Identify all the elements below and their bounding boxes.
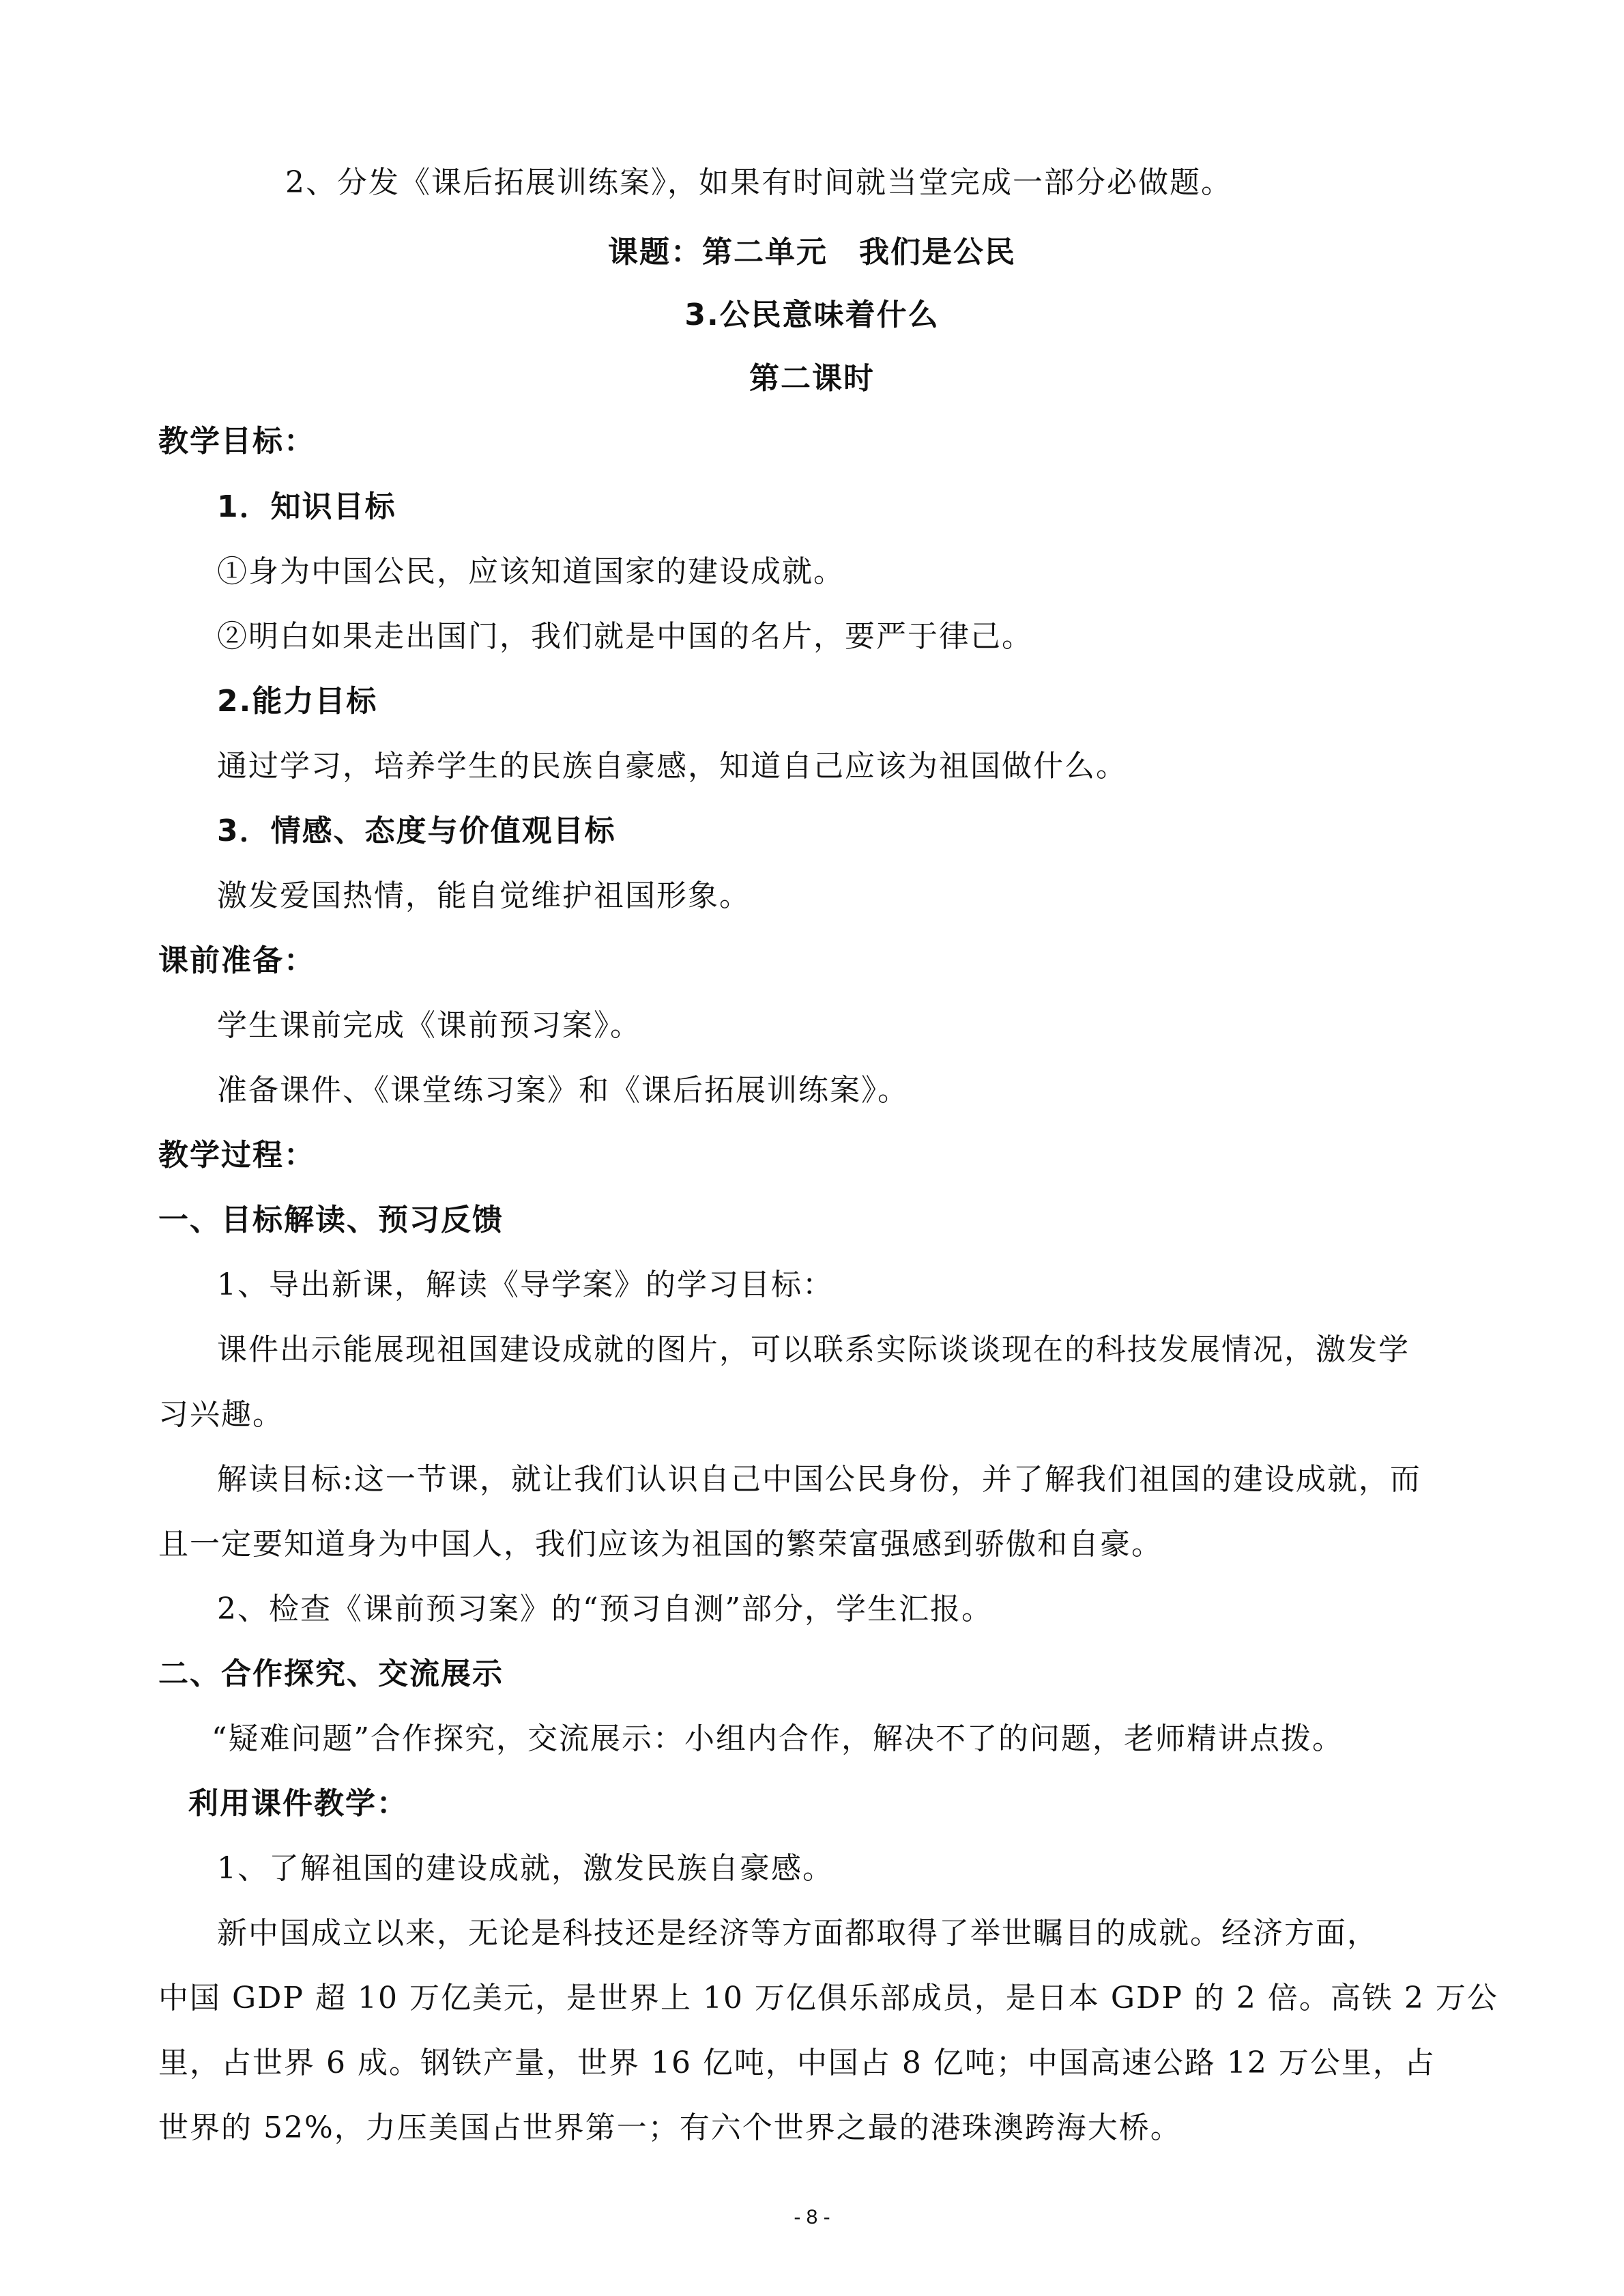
section-heading: 教学目标： [158,424,315,459]
paragraph-line: “疑难问题”合作探究，交流展示：小组内合作，解决不了的问题，老师精讲点拨。 [212,1721,1344,1756]
paragraph-line: 解读目标:这一节课，就让我们认识自己中国公民身份，并了解我们祖国的建设成就，而 [217,1462,1421,1497]
paragraph-line: ①身为中国公民，应该知道国家的建设成就。 [217,554,845,589]
paragraph-line: 激发爱国热情，能自觉维护祖国形象。 [217,878,751,913]
lesson-period: 第二课时 [749,361,875,396]
paragraph-line: 2、检查《课前预习案》的“预习自测”部分，学生汇报。 [217,1592,993,1626]
section-heading: 二、合作探究、交流展示 [158,1656,504,1691]
paragraph-line: 习兴趣。 [158,1397,284,1432]
paragraph-line: ②明白如果走出国门，我们就是中国的名片，要严于律己。 [217,619,1033,654]
section-heading: 教学过程： [158,1138,315,1173]
paragraph-line: 1、导出新课，解读《导学案》的学习目标： [217,1267,834,1302]
paragraph-line: 1、了解祖国的建设成就，激发民族自豪感。 [217,1851,834,1886]
lesson-title: 课题：第二单元 我们是公民 [608,235,1016,270]
paragraph-line: 世界的 52%，力压美国占世界第一；有六个世界之最的港珠澳跨海大桥。 [158,2110,1182,2145]
subsection-heading: 利用课件教学： [188,1786,408,1821]
paragraph-line: 新中国成立以来，无论是科技还是经济等方面都取得了举世瞩目的成就。经济方面， [217,1916,1378,1951]
intro-line: 2、分发《课后拓展训练案》，如果有时间就当堂完成一部分必做题。 [285,165,1232,200]
subsection-heading: 1．知识目标 [217,489,396,524]
paragraph-line: 且一定要知道身为中国人，我们应该为祖国的繁荣富强感到骄傲和自豪。 [158,1527,1163,1562]
lesson-subtitle: 3.公民意味着什么 [684,298,940,332]
section-heading: 课前准备： [158,943,315,978]
paragraph-line: 准备课件、《课堂练习案》和《课后拓展训练案》。 [217,1073,909,1108]
subsection-heading: 3．情感、态度与价值观目标 [217,814,616,848]
paragraph-line: 里，占世界 6 成。钢铁产量，世界 16 亿吨，中国占 8 亿吨；中国高速公路 12 万公里，占 [158,2046,1436,2080]
paragraph-line: 学生课前完成《课前预习案》。 [217,1008,641,1043]
subsection-heading: 2.能力目标 [217,684,378,719]
paragraph-line: 中国 GDP 超 10 万亿美元，是世界上 10 万亿俱乐部成员，是日本 GDP 的 2 倍。高铁 2 万公 [158,1981,1498,2015]
page-number: - 8 - [794,2206,830,2228]
section-heading: 一、目标解读、预习反馈 [158,1203,504,1237]
paragraph-line: 课件出示能展现祖国建设成就的图片，可以联系实际谈谈现在的科技发展情况，激发学 [217,1332,1410,1367]
paragraph-line: 通过学习，培养学生的民族自豪感，知道自己应该为祖国做什么。 [217,749,1127,784]
